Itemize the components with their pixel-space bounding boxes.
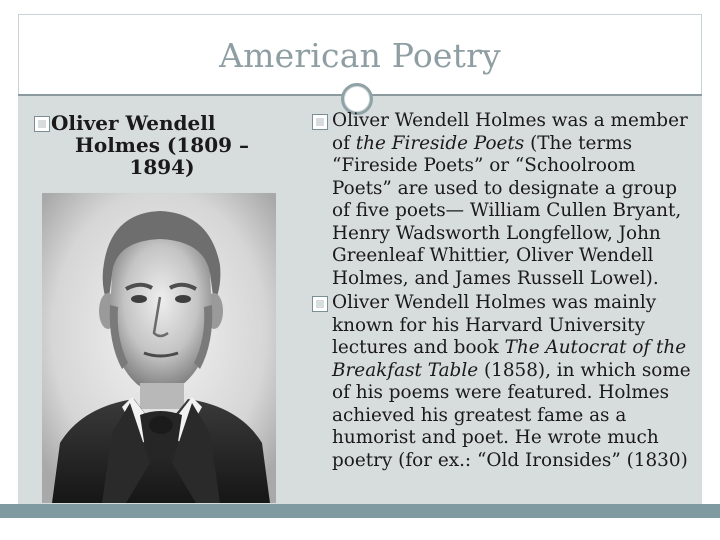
p1-text-italic: the Fireside Poets [355, 132, 525, 154]
heading-line-3: 1894) [129, 155, 195, 179]
p1-text-c: (The terms “Fireside Poets” or “Schoolroom Poets” are used to designate a group of five poets— William Cullen Bryant, Henry Wadsworth Longfellow, John Greenleaf Whittier, Oliver Wendell Holmes, and James Russell Lowel). [332, 132, 682, 289]
heading-line-1: Oliver Wendell [51, 111, 216, 135]
p2-text-c: (1858), in which some of his poems were featured. Holmes achieved his greatest fame as a humorist and poet. He wrote much poetry (for ex.: “Old Ironsides” (1830) [332, 359, 691, 471]
heading-line-2: Holmes (1809 – [74, 133, 250, 157]
paragraph-2 [312, 292, 697, 472]
description-text [312, 110, 697, 474]
p2-text-italic: The Autocrat of the Breakfast Table [332, 337, 687, 381]
paragraph-1 [312, 110, 697, 290]
p1-text-a: Oliver Wendell Holmes was a member of [332, 110, 688, 154]
footer-margin [0, 518, 720, 540]
portrait-image [42, 193, 276, 503]
footer-bar [0, 504, 720, 518]
bullet-icon [34, 116, 50, 132]
bullet-icon [312, 296, 328, 312]
portrait-engraving [42, 193, 276, 503]
ring-center [345, 87, 369, 111]
portrait-heading [34, 112, 290, 178]
bullet-icon [312, 114, 328, 130]
slide-title: American Poetry [219, 36, 501, 75]
p2-text-a: Oliver Wendell Holmes was mainly known for his Harvard University lectures and book [332, 292, 657, 358]
